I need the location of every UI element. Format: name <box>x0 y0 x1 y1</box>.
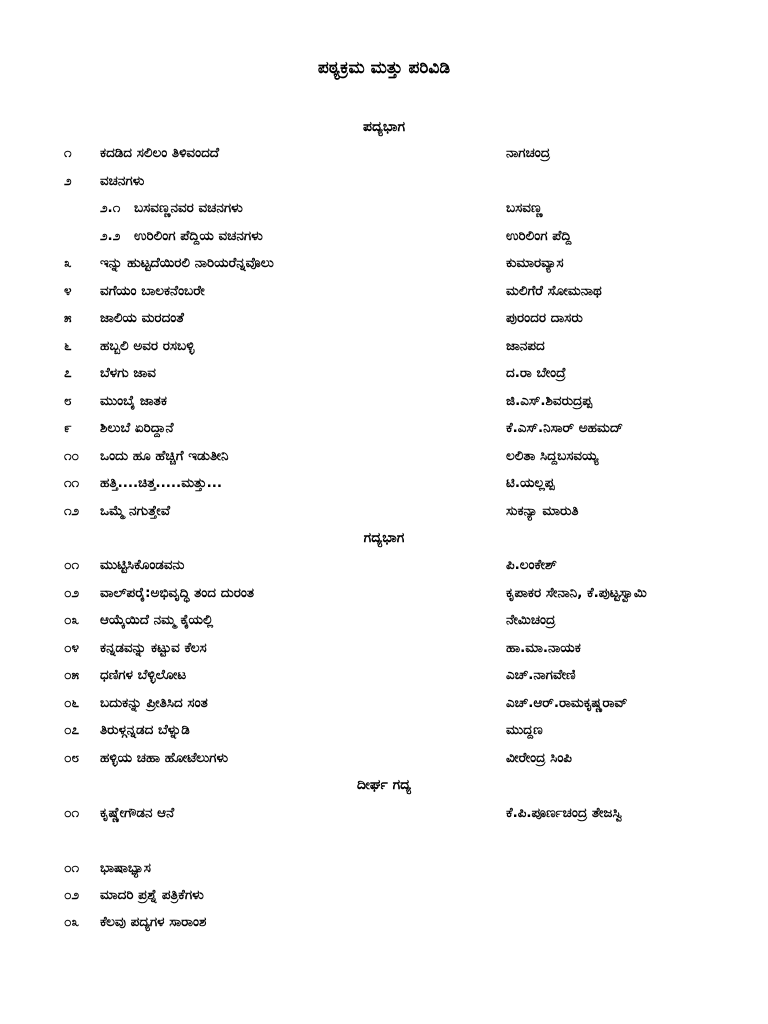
item-number: ೩ <box>64 255 72 271</box>
item-author: ಪುರಂದರ ದಾಸರು <box>506 310 583 326</box>
toc-row <box>0 475 768 501</box>
item-author: ನಾಗಚಂದ್ರ <box>506 145 551 161</box>
item-title: ಶಿಲುಬೆ ಏರಿದ್ದಾನೆ <box>100 420 174 436</box>
toc-row <box>0 173 768 199</box>
item-number: ೬ <box>64 338 72 354</box>
toc-row <box>0 695 768 721</box>
item-number: ೭ <box>64 365 72 381</box>
toc-row <box>0 860 768 886</box>
toc-row <box>0 310 768 336</box>
toc-row <box>0 145 768 171</box>
item-author: ಕೆ.ಪಿ.ಪೂರ್ಣಚಂದ್ರ ತೇಜಸ್ವಿ <box>506 805 623 821</box>
item-number: ೨.೨ <box>100 228 121 244</box>
item-title: ಜಾಲಿಯ ಮರದಂತೆ <box>100 310 184 326</box>
toc-row <box>0 612 768 638</box>
item-author: ಕೃಪಾಕರ ಸೇನಾನಿ, ಕೆ.ಪುಟ್ಟಸ್ವಾಮಿ <box>506 585 647 601</box>
item-title: ಕನ್ನಡವನ್ನು ಕಟ್ಟುವ ಕೆಲಸ <box>100 640 207 656</box>
toc-row <box>0 420 768 446</box>
toc-row <box>0 557 768 583</box>
toc-row <box>0 448 768 474</box>
item-title: ಹಳ್ಳಿಯ ಚಹಾ ಹೋಟೆಲುಗಳು <box>100 750 229 766</box>
item-author: ಬಸವಣ್ಣ <box>506 200 543 216</box>
item-title: ಭಾಷಾಭ್ಯಾಸ <box>100 860 151 876</box>
item-title: ಮುಂಬೈ ಜಾತಕ <box>100 393 167 409</box>
item-title: ವಗೆಯಂ ಬಾಲಕನೆಂಬರೇ <box>100 283 205 299</box>
item-title: ಇನ್ನು ಹುಟ್ಟದೆಯಿರಲಿ ನಾರಿಯರೆನ್ನವೊಲು <box>100 255 274 271</box>
toc-row <box>0 365 768 391</box>
item-title: ಒಂದು ಹೂ ಹೆಚ್ಚಿಗೆ ಇಡುತೀನಿ <box>100 448 229 464</box>
toc-row <box>0 914 768 940</box>
item-author: ಜಿ.ಎಸ್.ಶಿವರುದ್ರಪ್ಪ <box>506 393 593 409</box>
item-title: ಒಮ್ಮೆ ನಗುತ್ತೇವೆ <box>100 503 171 519</box>
item-title: ಮಾದರಿ ಪ್ರಶ್ನೆ ಪತ್ರಿಕೆಗಳು <box>100 887 204 903</box>
item-number: ೦೭ <box>64 722 80 738</box>
toc-row <box>0 667 768 693</box>
toc-row <box>0 503 768 529</box>
item-number: ೪ <box>64 283 72 299</box>
item-number: ೦೧ <box>64 557 80 573</box>
item-title: ಕೃಷ್ಣೇಗೌಡನ ಆನೆ <box>100 805 175 821</box>
item-number: ೦೧ <box>64 805 80 821</box>
item-author: ಕೆ.ಎಸ್.ನಿಸಾರ್ ಅಹಮದ್ <box>506 420 623 436</box>
item-title: ವಾಲ್‌ಪರೈ:ಅಭಿವೃದ್ಧಿ ತಂದ ದುರಂತ <box>100 585 254 601</box>
section-heading-gadya: ಗದ್ಯಭಾಗ <box>363 530 405 546</box>
item-number: ೮ <box>64 393 72 409</box>
item-author: ಉರಿಲಿಂಗ ಪೆದ್ದಿ <box>506 228 572 244</box>
item-author: ಜಾನಪದ <box>506 338 545 354</box>
item-number: ೧೧ <box>64 475 80 491</box>
item-number: ೧೦ <box>64 448 80 464</box>
item-number: ೦೪ <box>64 640 80 656</box>
item-title: ಆಯ್ಕೆಯಿದೆ ನಮ್ಮ ಕೈಯಲ್ಲಿ <box>100 612 214 628</box>
item-number: ೦೬ <box>64 695 80 711</box>
toc-row <box>0 887 768 913</box>
item-number: ೨.೧ <box>100 200 121 216</box>
item-title: ಉರಿಲಿಂಗ ಪೆದ್ದಿಯ ವಚನಗಳು <box>134 228 263 244</box>
item-number: ೫ <box>64 310 72 326</box>
toc-subrow <box>0 200 768 226</box>
item-author: ದ.ರಾ ಬೇಂದ್ರೆ <box>506 365 566 381</box>
toc-row <box>0 640 768 666</box>
item-title: ಬದುಕನ್ನು ಪ್ರೀತಿಸಿದ ಸಂತ <box>100 695 208 711</box>
toc-row <box>0 338 768 364</box>
item-author: ಲಲಿತಾ ಸಿದ್ದಬಸವಯ್ಯ <box>506 448 599 464</box>
item-author: ಸುಕನ್ಯಾ ಮಾರುತಿ <box>506 503 579 519</box>
item-title: ಮುಟ್ಟಿಸಿಕೊಂಡವನು <box>100 557 185 573</box>
item-author: ವೀರೇಂದ್ರ ಸಿಂಪಿ <box>506 750 572 766</box>
item-number: ೦೮ <box>64 750 80 766</box>
toc-row <box>0 722 768 748</box>
item-title: ಹತ್ತಿ....ಚಿತ್ತ.....ಮತ್ತು... <box>100 475 223 491</box>
toc-row <box>0 750 768 776</box>
toc-row <box>0 805 768 831</box>
section-heading-deergha: ದೀರ್ಘ ಗದ್ಯ <box>356 777 412 793</box>
item-title: ಬಸವಣ್ಣನವರ ವಚನಗಳು <box>134 200 243 216</box>
item-title: ಕದಡಿದ ಸಲಿಲಂ ತಿಳಿವಂದದೆ <box>100 145 220 161</box>
item-author: ಮಲಿಗೆರೆ ಸೋಮನಾಥ <box>506 283 602 299</box>
item-author: ಕುಮಾರವ್ಯಾಸ <box>506 255 564 271</box>
item-author: ಟಿ.ಯಲ್ಲಪ್ಪ <box>506 475 555 491</box>
item-number: ೦೫ <box>64 667 80 683</box>
item-author: ಪಿ.ಲಂಕೇಶ್ <box>506 557 557 573</box>
toc-row <box>0 283 768 309</box>
item-number: ೯ <box>64 420 72 436</box>
section-heading-padya: ಪದ್ಯಭಾಗ <box>362 119 406 135</box>
item-title: ಧಣಿಗಳ ಬೆಳ್ಳಿಲೋಟ <box>100 667 187 683</box>
toc-row <box>0 255 768 281</box>
item-number: ೦೩ <box>64 914 80 930</box>
toc-subrow <box>0 228 768 254</box>
item-title: ತಿರುಳ್ಗನ್ನಡದ ಬೆಳ್ನುಡಿ <box>100 722 190 738</box>
item-author: ಎಚ್.ಆರ್.ರಾಮಕೃಷ್ಣರಾವ್ <box>506 695 628 711</box>
toc-row <box>0 585 768 611</box>
item-number: ೦೧ <box>64 860 80 876</box>
item-author: ನೇಮಿಚಂದ್ರ <box>506 612 556 628</box>
item-author: ಎಚ್.ನಾಗವೇಣಿ <box>506 667 576 683</box>
item-author: ಮುದ್ದಣ <box>506 722 543 738</box>
item-number: ೦೩ <box>64 612 80 628</box>
toc-row <box>0 393 768 419</box>
item-title: ಹಬ್ಬಲಿ ಅವರ ರಸಬಳ್ಳಿ <box>100 338 195 354</box>
item-title: ಕೆಲವು ಪದ್ಯಗಳ ಸಾರಾಂಶ <box>100 914 207 930</box>
item-number: ೨ <box>64 173 72 189</box>
item-number: ೧೨ <box>64 503 80 519</box>
item-number: ೦೨ <box>64 585 80 601</box>
item-number: ೧ <box>64 145 72 161</box>
item-title: ವಚನಗಳು <box>100 173 145 189</box>
item-author: ಹಾ.ಮಾ.ನಾಯಕ <box>506 640 581 656</box>
page-title: ಪಠ್ಯಕ್ರಮ ಮತ್ತು ಪರಿವಿಡಿ <box>317 58 451 78</box>
item-number: ೦೨ <box>64 887 80 903</box>
item-title: ಬೆಳಗು ಜಾವ <box>100 365 156 381</box>
